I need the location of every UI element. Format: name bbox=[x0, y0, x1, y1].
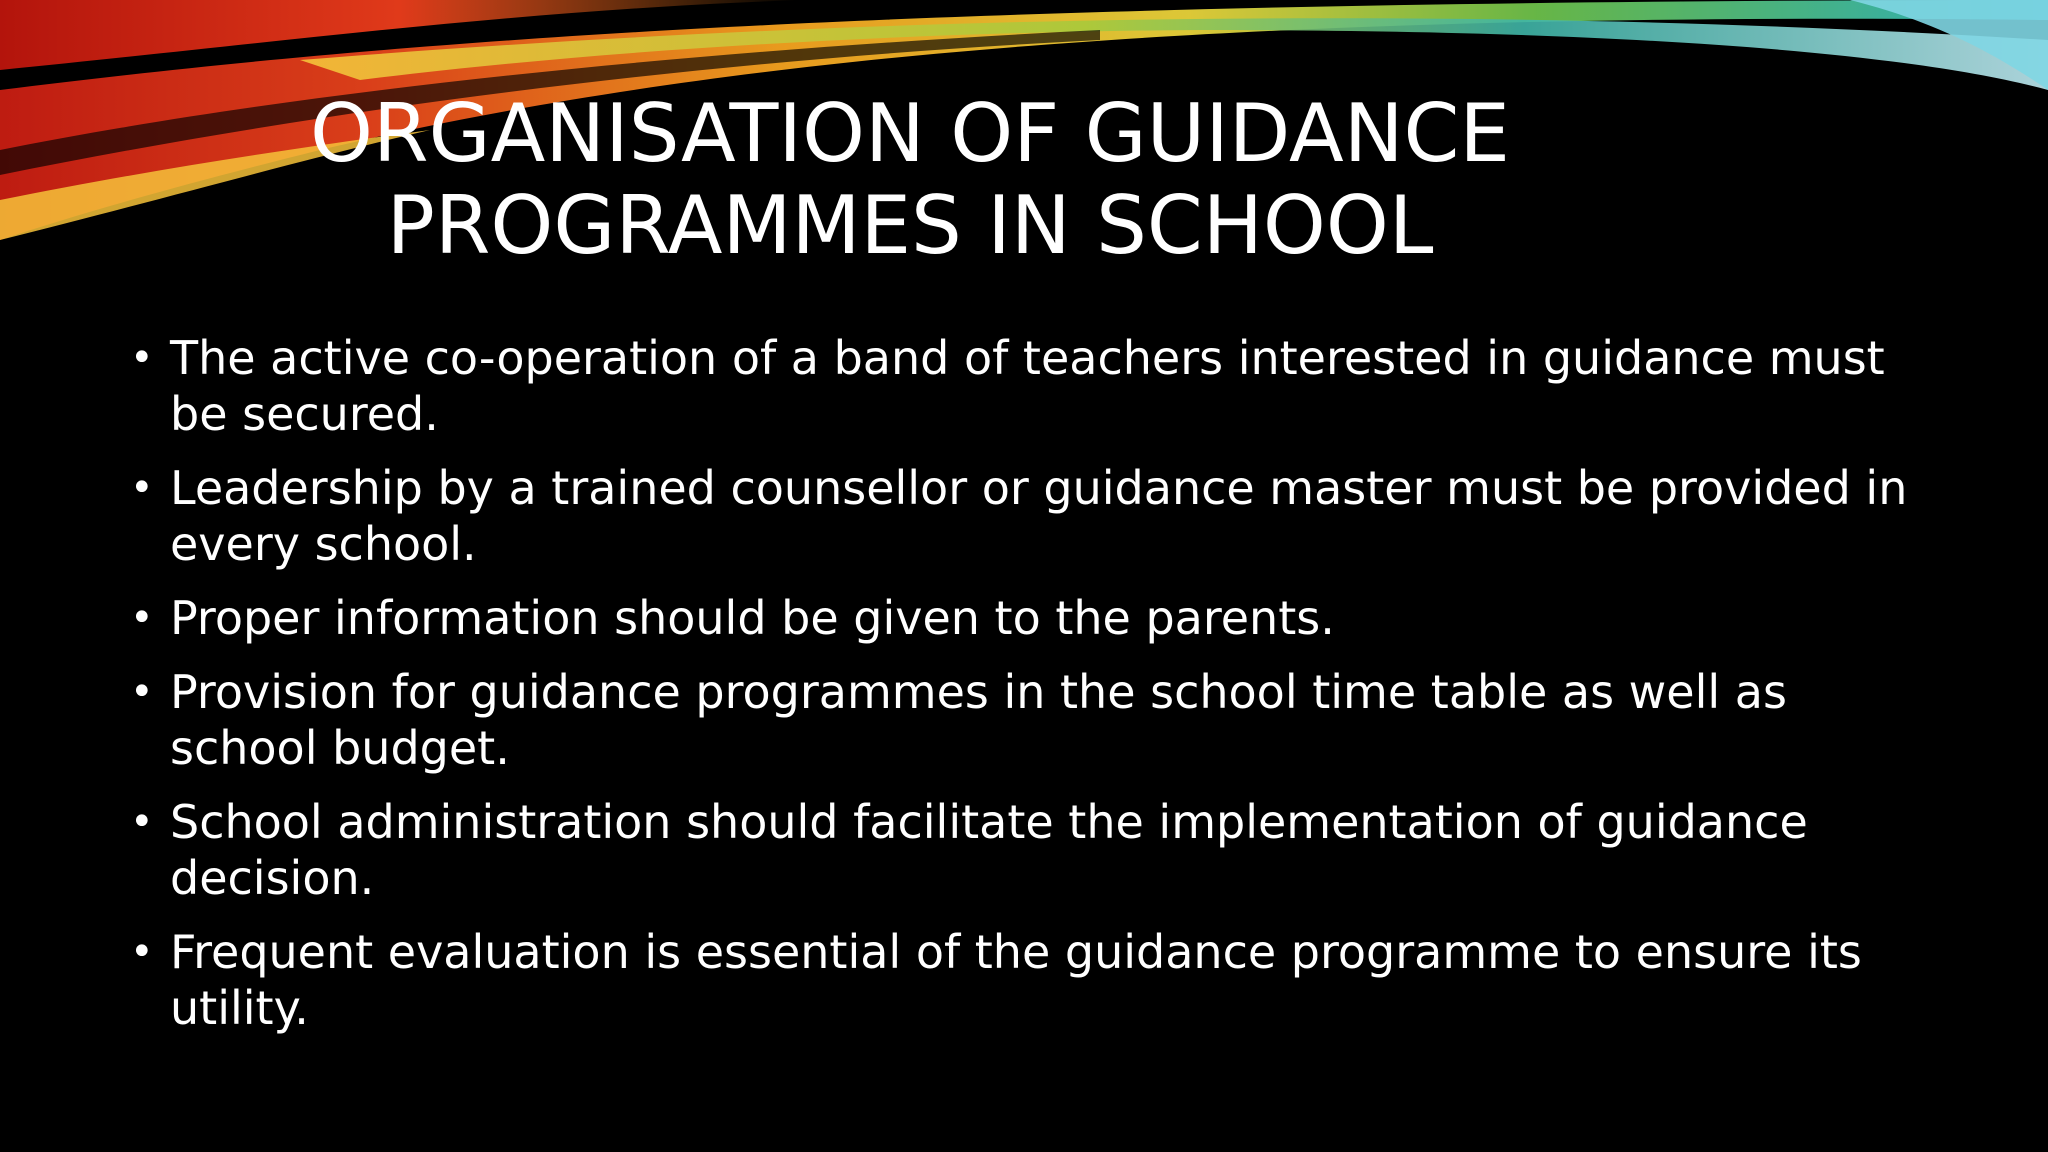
bullet-list bbox=[124, 330, 1924, 1054]
bullet-icon: • bbox=[130, 929, 154, 975]
bullet-text: Leadership by a trained counsellor or guidance master must be provided in every school. bbox=[170, 461, 1908, 571]
bullet-icon: • bbox=[130, 799, 154, 845]
title-line-1: ORGANISATION OF GUIDANCE bbox=[310, 87, 1510, 180]
bullet-item bbox=[124, 664, 1924, 776]
bullet-icon: • bbox=[130, 595, 154, 641]
bullet-item bbox=[124, 924, 1924, 1036]
bullet-text: The active co-operation of a band of teachers interested in guidance must be secured. bbox=[170, 331, 1885, 441]
bullet-icon: • bbox=[130, 669, 154, 715]
bullet-text: Provision for guidance programmes in the school time table as well as school budget. bbox=[170, 665, 1787, 775]
bullet-icon: • bbox=[130, 465, 154, 511]
bullet-item bbox=[124, 794, 1924, 906]
bullet-text: Proper information should be given to the parents. bbox=[170, 591, 1335, 645]
bullet-text: Frequent evaluation is essential of the guidance programme to ensure its utility. bbox=[170, 925, 1862, 1035]
bullet-item bbox=[124, 460, 1924, 572]
bullet-text: School administration should facilitate the implementation of guidance decision. bbox=[170, 795, 1808, 905]
title-line-2: PROGRAMMES IN SCHOOL bbox=[386, 179, 1434, 272]
bullet-item bbox=[124, 330, 1924, 442]
bullet-icon: • bbox=[130, 335, 154, 381]
bullet-item bbox=[124, 590, 1924, 646]
slide-title bbox=[180, 88, 1640, 272]
